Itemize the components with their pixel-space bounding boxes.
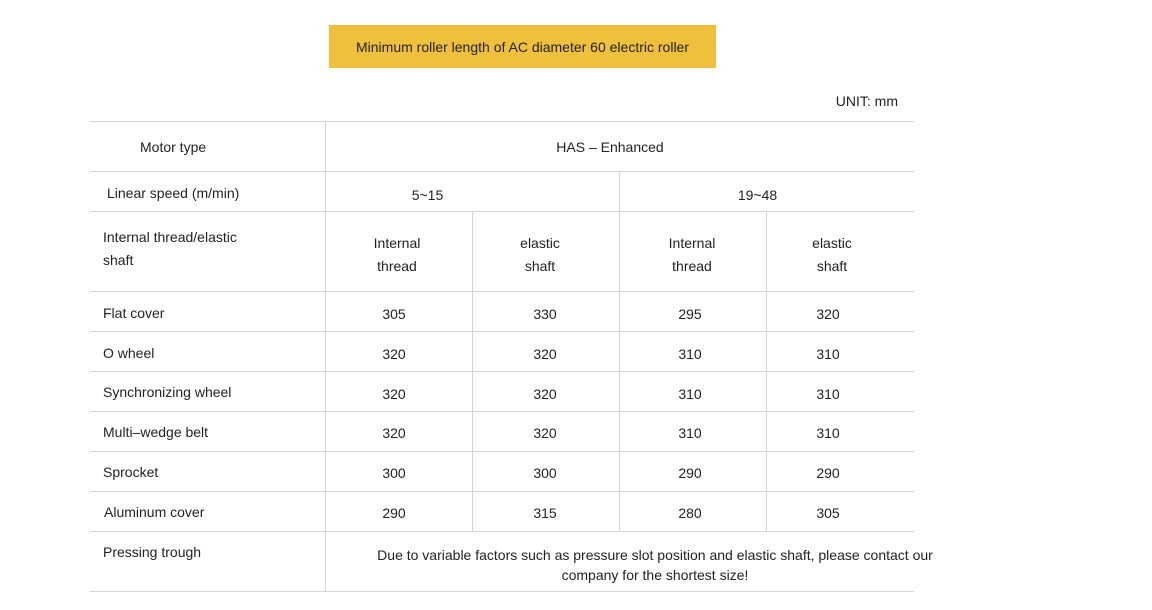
row-label: O wheel: [103, 345, 155, 361]
row-label: Sprocket: [103, 464, 159, 480]
row-label: Synchronizing wheel: [103, 384, 232, 400]
row-divider: [90, 121, 914, 122]
row-divider: [90, 171, 914, 172]
shaft-type-1: [325, 232, 469, 278]
shaft-type-2-line1: elastic: [520, 235, 560, 251]
table-cell: 320: [382, 386, 406, 402]
speed-group-1: 5~15: [411, 187, 444, 203]
shaft-type-4-line2: shaft: [816, 258, 848, 274]
linear-speed-label: Linear speed (m/min): [107, 185, 240, 201]
shaft-type-3-line2: thread: [672, 258, 712, 274]
table-cell: 300: [533, 465, 557, 481]
row-divider: [90, 331, 914, 332]
shaft-type-4: [766, 232, 898, 278]
table-cell: 295: [678, 306, 702, 322]
pressing-trough-label: Pressing trough: [103, 544, 202, 560]
speed-group-2: 19~48: [737, 187, 778, 203]
table-cell: 310: [678, 425, 702, 441]
table-cell: 320: [816, 306, 840, 322]
row-divider: [90, 491, 914, 492]
table-cell: 310: [816, 425, 840, 441]
motor-type-value: HAS – Enhanced: [556, 139, 664, 155]
table-cell: 280: [678, 505, 702, 521]
table-title-banner: [329, 25, 716, 68]
table-cell: 320: [382, 346, 406, 362]
row-divider: [90, 411, 914, 412]
shaft-type-2-line2: shaft: [524, 258, 556, 274]
shaft-type-1-line1: Internal: [373, 235, 421, 251]
table-cell: 310: [816, 346, 840, 362]
table-cell: 320: [533, 386, 557, 402]
table-cell: 320: [382, 425, 406, 441]
table-cell: 290: [816, 465, 840, 481]
shaft-type-1-line2: thread: [377, 258, 417, 274]
shaft-type-3-line1: Internal: [668, 235, 716, 251]
row-label: Flat cover: [103, 305, 165, 321]
shaft-label-line1: Internal thread/elastic: [103, 229, 237, 245]
table-cell: 310: [678, 346, 702, 362]
table-cell: 320: [533, 346, 557, 362]
table-cell: 320: [533, 425, 557, 441]
table-cell: 305: [382, 306, 406, 322]
table-cell: 290: [382, 505, 406, 521]
shaft-type-4-line1: elastic: [812, 235, 852, 251]
row-label: Multi–wedge belt: [103, 424, 209, 440]
table-cell: 305: [816, 505, 840, 521]
pressing-trough-note: Due to variable factors such as pressure slot position and elastic shaft, please contact our company for the shortest size!: [377, 547, 933, 583]
row-divider: [90, 211, 914, 212]
row-divider: [90, 371, 914, 372]
shaft-type-2: [472, 232, 608, 278]
row-divider: [90, 591, 914, 592]
table-cell: 310: [678, 386, 702, 402]
row-label: Aluminum cover: [104, 504, 205, 520]
table-title: Minimum roller length of AC diameter 60 electric roller: [355, 38, 689, 55]
shaft-label: [103, 226, 237, 272]
row-divider: [90, 451, 914, 452]
table-cell: 310: [816, 386, 840, 402]
table-cell: 315: [533, 505, 557, 521]
unit-label: UNIT: mm: [835, 93, 898, 109]
motor-type-label: Motor type: [140, 139, 207, 155]
row-divider: [90, 291, 914, 292]
table-cell: 300: [382, 465, 406, 481]
shaft-type-3: [619, 232, 765, 278]
row-divider: [90, 531, 914, 532]
table-cell: 330: [533, 306, 557, 322]
shaft-label-line2: shaft: [103, 252, 134, 268]
table-cell: 290: [678, 465, 702, 481]
